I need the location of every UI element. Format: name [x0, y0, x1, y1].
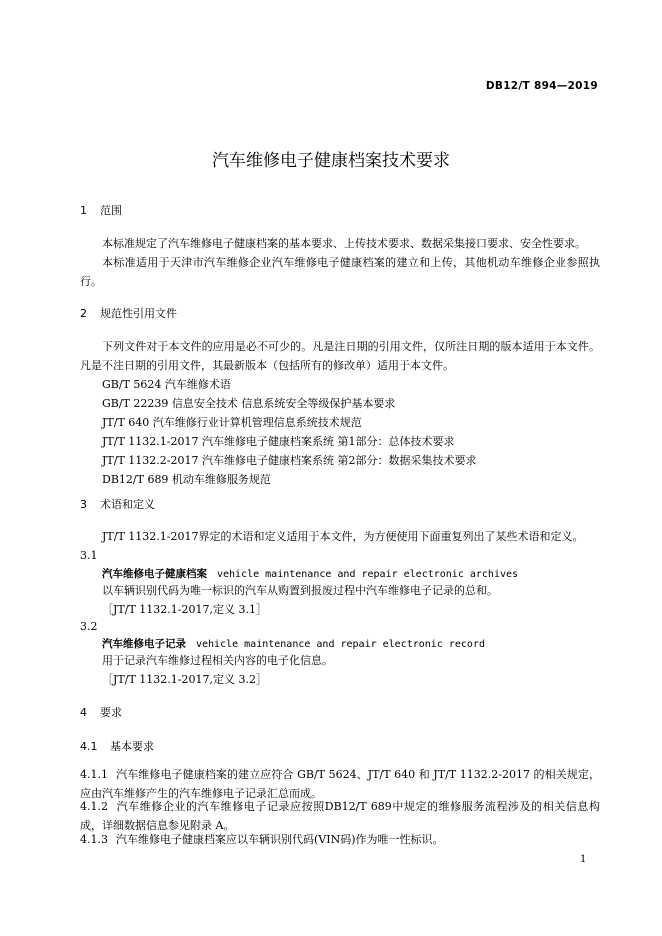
section-number: 2 [80, 307, 87, 320]
terms-intro: JT/T 1132.1-2017界定的术语和定义适用于本文件，为方便使用下面重复列出了某些术语和定义。 [102, 530, 584, 543]
section-number: 3 [80, 498, 87, 511]
subsection-title: 基本要求 [110, 740, 154, 753]
references-intro: 下列文件对于本文件的应用是必不可少的。凡是注日期的引用文件，仅所注日期的版本适用于本文件。凡是不注日期的引用文件，其最新版本（包括所有的修改单）适用于本文件。 [80, 340, 600, 372]
section-3-heading [80, 496, 155, 512]
subsection-number: 4.1 [80, 740, 98, 753]
reference-item: JT/T 1132.1-2017 汽车维修电子健康档案系统 第1部分：总体技术要求 [102, 435, 455, 448]
section-number: 4 [80, 706, 87, 719]
section-number: 1 [80, 204, 87, 217]
reference-item: GB/T 5624 汽车维修术语 [102, 378, 231, 391]
scope-paragraph-2: 本标准适用于天津市汽车维修企业汽车维修电子健康档案的建立和上传，其他机动车维修企业参照执行。 [80, 256, 600, 288]
section-title: 术语和定义 [100, 498, 155, 511]
term-chinese: 汽车维修电子记录 [102, 638, 186, 650]
clause-text: 汽车维修电子健康档案的建立应符合 GB/T 5624、JT/T 640 和 JT/T 1132.2-2017 的相关规定，应由汽车维修产生的汽车维修电子记录汇总而成。 [80, 768, 600, 800]
term-definition: 用于记录汽车维修过程相关内容的电子化信息。 [102, 654, 333, 667]
term-heading [102, 566, 518, 581]
subsection-4-1-heading [80, 738, 154, 754]
section-title: 要求 [100, 706, 122, 719]
clause-text: 汽车维修企业的汽车维修电子记录应按照DB12/T 689中规定的维修服务流程涉及的相关信息构成，详细数据信息参见附录 A。 [80, 800, 600, 832]
reference-item: GB/T 22239 信息安全技术 信息系统安全等级保护基本要求 [102, 397, 396, 410]
clause-number: 4.1.1 [80, 768, 108, 781]
clause-text: 汽车维修电子健康档案应以车辆识别代码(VIN码)作为唯一性标识。 [116, 833, 444, 846]
scope-paragraph-1: 本标准规定了汽车维修电子健康档案的基本要求、上传技术要求、数据采集接口要求、安全性要求。 [102, 237, 586, 250]
term-english: vehicle maintenance and repair electronic record [196, 639, 485, 650]
page-number: 1 [580, 854, 587, 865]
term-chinese: 汽车维修电子健康档案 [102, 568, 207, 580]
reference-item: JT/T 1132.2-2017 汽车维修电子健康档案系统 第2部分：数据采集技术要求 [102, 454, 477, 467]
section-1-heading [80, 202, 122, 218]
section-4-heading [80, 704, 122, 720]
term-source: ［JT/T 1132.1-2017,定义 3.1］ [102, 603, 267, 616]
term-number: 3.2 [80, 620, 98, 633]
section-title: 范围 [100, 204, 122, 217]
term-heading [102, 636, 485, 651]
clause-number: 4.1.3 [80, 833, 108, 846]
document-title: 汽车维修电子健康档案技术要求 [212, 151, 450, 171]
reference-item: DB12/T 689 机动车维修服务规范 [102, 473, 271, 486]
section-2-heading [80, 305, 177, 321]
section-title: 规范性引用文件 [100, 307, 177, 320]
clause-4-1-3 [80, 830, 600, 849]
term-definition: 以车辆识别代码为唯一标识的汽车从购置到报废过程中汽车维修电子记录的总和。 [102, 584, 498, 597]
standard-code: DB12/T 894—2019 [485, 80, 598, 92]
term-english: vehicle maintenance and repair electronic archives [217, 569, 519, 580]
clause-number: 4.1.2 [80, 800, 108, 813]
reference-item: JT/T 640 汽车维修行业计算机管理信息系统技术规范 [102, 416, 362, 429]
term-number: 3.1 [80, 549, 98, 562]
term-source: ［JT/T 1132.1-2017,定义 3.2］ [102, 673, 267, 686]
